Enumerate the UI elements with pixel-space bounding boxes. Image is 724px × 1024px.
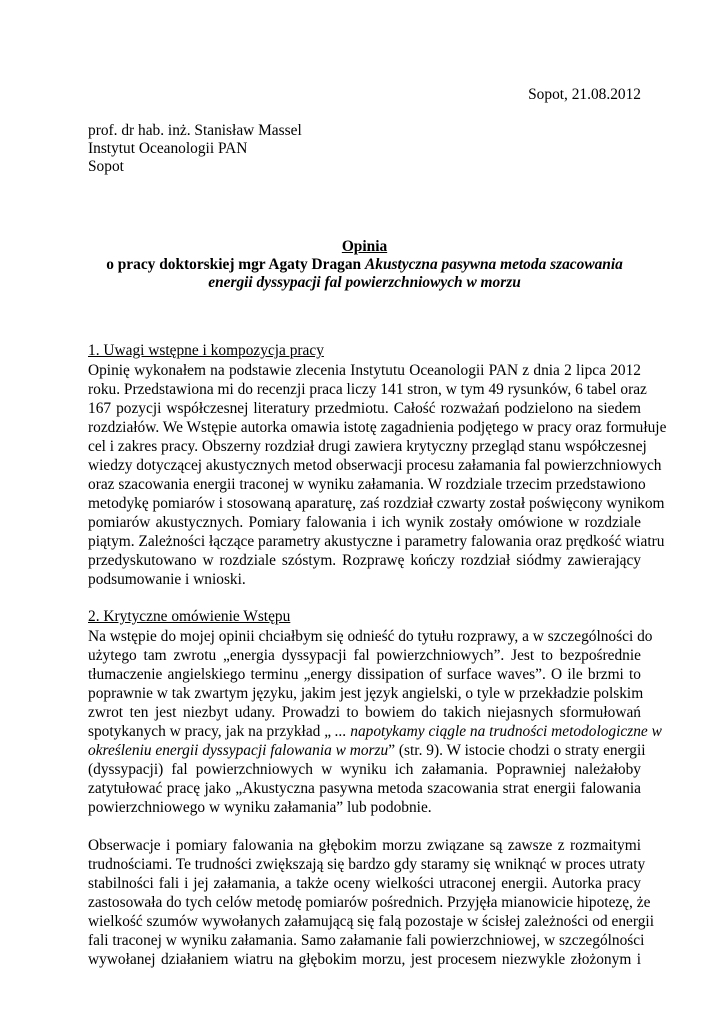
letter-date: Sopot, 21.08.2012 (528, 86, 641, 103)
quoted-italic-text: ... napotykamy ciągle na trudności metodologiczne w (334, 723, 662, 740)
subtitle-italic-part: Akustyczna pasywna metoda szacowania (364, 256, 623, 273)
subtitle-bold-part: o pracy doktorskiej mgr Agaty Dragan (106, 256, 362, 273)
section-1-line: rozdziałów. We Wstępie autorka omawia istotę zagadnienia podjętego w pracy oraz formułuje (88, 419, 667, 436)
section-2-line: tłumaczenie angielskiego terminu „energy dissipation of surface waves”. O ile brzmi to (88, 666, 641, 683)
section-2-line: fali traconej w wyniku załamania. Samo załamanie fali powierzchniowej, w szczególności (88, 932, 645, 949)
section-2-line (88, 722, 662, 742)
section-2-line: wywołanej działaniem wiatru na głębokim morzu, jest procesem niezwykle złożonym i (88, 951, 641, 968)
section-1-line: Opinię wykonałem na podstawie zlecenia Instytutu Oceanologii PAN z dnia 2 lipca 2012 (88, 362, 641, 379)
section-1-line: przedyskutowano w rozdziale szóstym. Rozprawę kończy rozdział siódmy zawierający (88, 552, 641, 569)
section-1-line: roku. Przedstawiona mi do recenzji praca liczy 141 stron, w tym 49 rysunków, 6 tabel oraz (88, 381, 647, 398)
section-2-line: zastosowała do tych celów metodę pomiarów pośrednich. Przyjęła mianowicie hipotezę, że (88, 894, 651, 911)
author-city: Sopot (88, 158, 124, 175)
section-1-line: pomiarów akustycznych. Pomiary falowania i ich wynik zostały omówione w rozdziale (88, 514, 641, 531)
section-2-line: (dyssypacji) fal powierzchniowych w wyniku ich załamania. Poprawniej należałoby (88, 761, 641, 778)
document-subtitle-line-1 (88, 255, 641, 275)
author-institute: Instytut Oceanologii PAN (88, 140, 248, 157)
section-2-heading: 2. Krytyczne omówienie Wstępu (88, 608, 291, 625)
line-text: ” (str. 9). W istocie chodzi o straty energii (388, 742, 646, 759)
section-2-line: wielkość szumów wywołanych załamującą się falą pozostaje w ścisłej zależności od energii (88, 913, 654, 930)
section-1-line: wiedzy dotyczącej akustycznych metod obserwacji procesu załamania fal powierzchniowych (88, 457, 662, 474)
section-2-line: powierzchniowego w wyniku załamania” lub podobnie. (88, 799, 432, 816)
section-2-line (88, 741, 646, 761)
document-title: Opinia (341, 238, 388, 255)
section-2-line: stabilności fali i jej załamania, a także oceny wielkości utraconej energii. Autorka pracy (88, 875, 641, 892)
section-2-line: zatytułować pracę jako „Akustyczna pasywna metoda szacowania strat energii falowania (88, 780, 641, 797)
section-2-line: użytego tam zwrotu „energia dyssypacji fal powierzchniowych”. Jest to bezpośrednie (88, 647, 641, 664)
section-2-line: trudnościami. Te trudności zwiększają się bardzo gdy staramy się wniknąć w proces utraty (88, 856, 646, 873)
line-text: spotykanych w pracy, jak na przykład „ (88, 723, 335, 740)
section-1-line: 167 pozycji współczesnej literatury przedmiotu. Całość rozważań podzielono na siedem (88, 400, 641, 417)
section-1-line: oraz szacowania energii traconej w wyniku załamania. W rozdziale trzecim przedstawiono (88, 476, 646, 493)
document-subtitle-line-2: energii dyssypacji fal powierzchniowych w morzu (208, 274, 521, 291)
section-1-line: piątym. Zależności łączące parametry akustyczne i parametry falowania oraz prędkość wiatru (88, 533, 665, 550)
quoted-italic-text: określeniu energii dyssypacji falowania w morzu (88, 742, 389, 759)
section-2-line: zwrot ten jest niezbyt udany. Prowadzi to bowiem do takich niejasnych sformułowań (88, 704, 641, 721)
section-1-heading: 1. Uwagi wstępne i kompozycja pracy (88, 342, 324, 359)
section-2-line: Na wstępie do mojej opinii chciałbym się odnieść do tytułu rozprawy, a w szczególności do (88, 628, 653, 645)
section-2-line: Obserwacje i pomiary falowania na głębokim morzu związane są zawsze z rozmaitymi (88, 837, 641, 854)
author-name: prof. dr hab. inż. Stanisław Massel (88, 122, 302, 139)
section-2-line: poprawnie w tak zwartym języku, jakim jest język angielski, o tyle w przekładzie polskim (88, 685, 644, 702)
section-1-line: cel i zakres pracy. Obszerny rozdział drugi zawiera krytyczny przegląd stanu współczesnej (88, 438, 647, 455)
section-1-line: podsumowanie i wnioski. (88, 571, 246, 588)
section-1-line: metodykę pomiarów i stosowaną aparaturę, zaś rozdział czwarty został poświęcony wynikom (88, 495, 665, 512)
